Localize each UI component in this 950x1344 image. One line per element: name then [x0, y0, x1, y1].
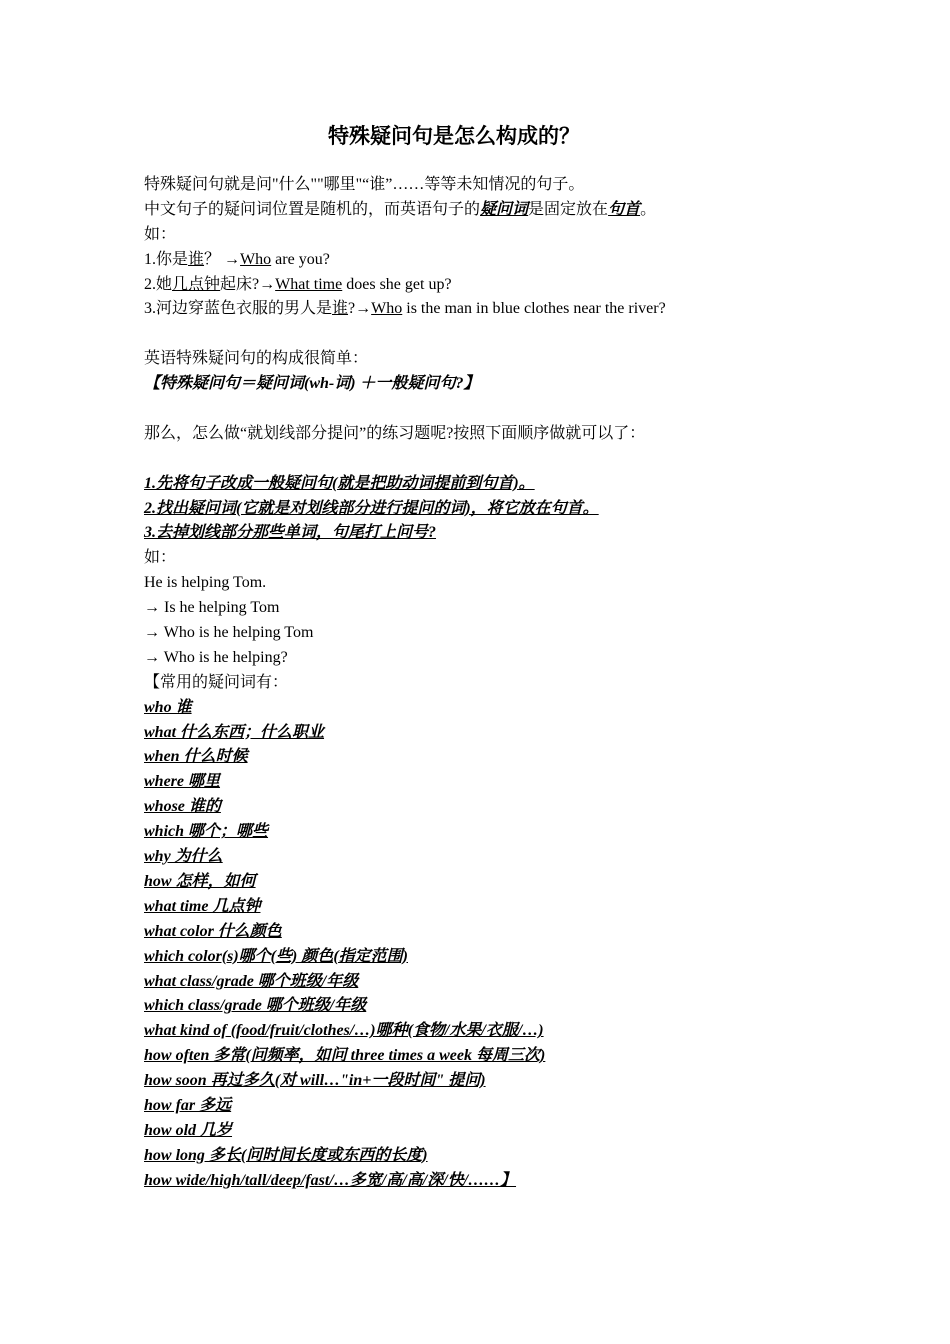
spacer — [144, 397, 864, 422]
example-line-3 — [144, 297, 864, 322]
question-word-item: how soon 再过多久(对 will…"in+一段时间" 提问) — [144, 1072, 486, 1090]
example-text: are you? — [271, 250, 330, 268]
question-word-item: when 什么时候 — [144, 748, 248, 766]
question-word-item: how wide/high/tall/deep/fast/…多宽/高/高/深/快/……】 — [144, 1171, 517, 1189]
words-heading: 【常用的疑问词有： — [144, 673, 289, 691]
example-text: 1.你是 — [144, 250, 189, 268]
spacer — [144, 447, 864, 472]
step-3: 3.去掉划线部分那些单词，句尾打上问号? — [144, 524, 437, 542]
question-word-item: what 什么东西；什么职业 — [144, 723, 325, 741]
question-word-item: why 为什么 — [144, 848, 223, 866]
structure-formula: 【特殊疑问句＝疑问词(wh-词) ＋一般疑问句?】 — [144, 375, 480, 393]
question-word-item: how far 多远 — [144, 1096, 232, 1114]
example-line-1 — [144, 248, 864, 273]
question-word-item: how old 几岁 — [144, 1121, 233, 1139]
example-text: ？ → — [204, 250, 241, 268]
demo-line: He is helping Tom. — [144, 574, 267, 592]
intro-text: 。 — [640, 200, 657, 218]
demo-line: → Who is he helping? — [144, 648, 288, 666]
intro-text: 中文句子的疑问词位置是随机的，而英语句子的 — [144, 200, 481, 218]
example-label: 如： — [144, 225, 177, 243]
underlined-word: 谁 — [188, 250, 205, 268]
demo-label: 如： — [144, 549, 177, 567]
question-word-item: what class/grade 哪个班级/年级 — [144, 972, 359, 990]
intro-line-1: 特殊疑问句就是问"什么""哪里"“谁”……等等未知情况的句子。 — [144, 176, 585, 193]
example-text: is the man in blue clothes near the river? — [402, 300, 666, 318]
question-word-item: how 怎样，如何 — [144, 872, 256, 890]
question-word-item: what time 几点钟 — [144, 897, 261, 915]
emphasis-sentence-start: 句首 — [608, 200, 641, 218]
underlined-word: What time — [275, 275, 343, 293]
underlined-word: Who — [240, 250, 272, 268]
question-word-item: what color 什么颜色 — [144, 922, 282, 940]
question-word-item: who 谁 — [144, 698, 192, 716]
demo-line: → Is he helping Tom — [144, 599, 280, 617]
intro-text: 是固定放在 — [528, 200, 609, 218]
question-word-item: which color(s)哪个(些) 颜色(指定范围) — [144, 947, 408, 965]
howto-text: 那么，怎么做“就划线部分提问”的练习题呢?按照下面顺序做就可以了： — [144, 424, 646, 442]
step-1: 1.先将句子改成一般疑问句(就是把助动词提前到句首)。 — [144, 474, 535, 492]
example-text: ?→ — [348, 300, 372, 318]
page-title: 特殊疑问句是怎么构成的？ — [328, 124, 580, 148]
example-text: 起床?→ — [220, 275, 276, 293]
question-word-item: how long 多长(问时间长度或东西的长度) — [144, 1146, 428, 1164]
structure-intro: 英语特殊疑问句的构成很简单： — [144, 350, 369, 368]
emphasis-question-word: 疑问词 — [480, 200, 529, 218]
question-word-item: whose 谁的 — [144, 798, 221, 816]
question-word-item: which 哪个；哪些 — [144, 823, 269, 841]
example-text: 3.河边穿蓝色衣服的男人是 — [144, 300, 333, 318]
intro-line-2 — [144, 198, 864, 223]
underlined-word: 几点钟 — [172, 275, 221, 293]
spacer — [144, 322, 864, 347]
underlined-word: Who — [371, 300, 403, 318]
underlined-word: 谁 — [332, 300, 349, 318]
demo-line: → Who is he helping Tom — [144, 624, 314, 642]
question-word-item: which class/grade 哪个班级/年级 — [144, 997, 367, 1015]
document-body — [144, 173, 864, 1194]
step-2: 2.找出疑问词(它就是对划线部分进行提问的词)，将它放在句首。 — [144, 499, 599, 517]
question-word-item: how often 多常(问频率，如问 three times a week 每周三次) — [144, 1047, 546, 1065]
question-word-item: where 哪里 — [144, 773, 221, 791]
example-line-2 — [144, 273, 864, 298]
example-text: 2.她 — [144, 275, 173, 293]
example-text: does she get up? — [342, 275, 452, 293]
question-word-item: what kind of (food/fruit/clothes/…)哪种(食物/水果/衣服/…) — [144, 1022, 544, 1040]
